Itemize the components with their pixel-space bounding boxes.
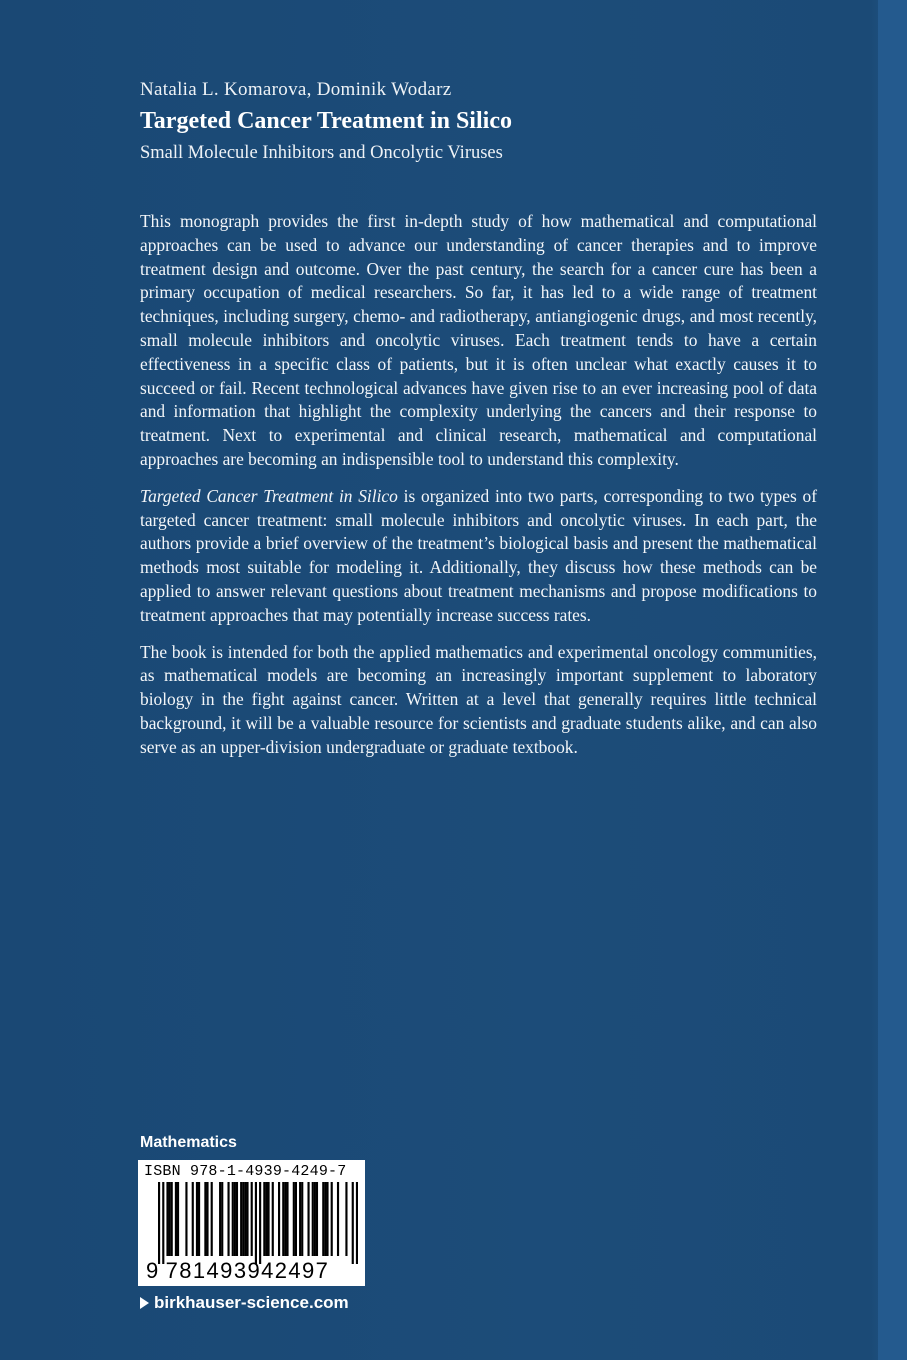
publisher-url[interactable]: birkhauser-science.com	[154, 1293, 349, 1312]
barcode-bar	[352, 1182, 354, 1264]
barcode-bar	[219, 1182, 221, 1256]
book-title: Targeted Cancer Treatment in Silico	[140, 108, 512, 134]
blurb-text	[140, 210, 817, 773]
barcode-bar	[259, 1182, 261, 1264]
ean-remaining-digits: 781493942497	[165, 1258, 330, 1283]
barcode-bar	[246, 1182, 248, 1256]
barcode-bar	[255, 1182, 257, 1264]
barcode-bar	[234, 1182, 236, 1256]
barcode-bar	[206, 1182, 208, 1256]
barcode-bar	[282, 1182, 284, 1256]
barcode-bar	[158, 1182, 160, 1264]
barcode-bar	[204, 1182, 206, 1256]
barcode-bar	[175, 1182, 177, 1256]
ean-digits	[146, 1258, 329, 1284]
barcode-bar	[221, 1182, 223, 1256]
barcode-bar	[312, 1182, 314, 1256]
barcode-bar	[331, 1182, 333, 1256]
isbn-label: ISBN 978-1-4939-4249-7	[144, 1163, 347, 1180]
barcode-bar	[324, 1182, 326, 1256]
triangle-right-icon	[140, 1297, 149, 1309]
barcode-bar	[278, 1182, 280, 1256]
barcode-bar	[169, 1182, 171, 1256]
subject-category: Mathematics	[140, 1134, 237, 1151]
authors: Natalia L. Komarova, Dominik Wodarz	[140, 79, 452, 100]
barcode-bars	[158, 1182, 358, 1264]
blurb-book-title: Targeted Cancer Treatment in Silico	[140, 485, 398, 506]
barcode-bar	[322, 1182, 324, 1256]
blurb-paragraph-1: This monograph provides the first in-depth study of how mathematical and computational approaches can be used to advance our understanding of cancer therapies and to improve treatment design and outcome. Over the past century, the search for a cancer cure has been a primary occupation of medical researchers. So far, it has led to a wide range of treatment techniques, including surgery, chemo- and radiotherapy, antiangiogenic drugs, and most recently, small molecule inhibitors and oncolytic viruses. Each treatment tends to have a certain effectiveness in a specific class of patients, but it is often unclear what exactly causes it to succeed or fail. Recent technological advances have given rise to an ever increasing pool of data and information that highlight the complexity underlying the cancers and their response to treatment. Next to experimental and clinical research, mathematical and computational approaches are becoming an indispensible tool to understand this complexity.	[140, 211, 817, 469]
publisher-url-row[interactable]	[140, 1293, 349, 1313]
barcode-bar	[166, 1182, 168, 1256]
barcode-bar	[177, 1182, 179, 1256]
barcode-bar	[316, 1182, 318, 1256]
barcode-bar	[198, 1182, 200, 1256]
barcode-bar	[171, 1182, 173, 1256]
cover-edge-strip	[878, 0, 907, 1360]
barcode-bar	[301, 1182, 303, 1256]
barcode-bar	[265, 1182, 267, 1256]
barcode-bar	[286, 1182, 288, 1256]
barcode-bar	[251, 1182, 253, 1256]
barcode-bar	[192, 1182, 194, 1256]
barcode-bar	[284, 1182, 286, 1256]
blurb-paragraph-2	[140, 485, 817, 628]
barcode-bar	[293, 1182, 295, 1256]
barcode-bar	[337, 1182, 339, 1256]
barcode-bar	[314, 1182, 316, 1256]
barcode-bar	[356, 1182, 358, 1264]
barcode-bar	[272, 1182, 274, 1256]
blurb-paragraph-3: The book is intended for both the applied mathematics and experimental oncology communities, as mathematical models are becoming an increasingly important supplement to laboratory biology in the fight against cancer. Written at a level that generally requires little technical background, it will be a valuable resource for scientists and graduate students alike, and can also serve as an upper-division undergraduate or graduate textbook.	[140, 641, 817, 757]
barcode-bar	[326, 1182, 328, 1256]
barcode-bar	[185, 1182, 187, 1256]
barcode-bar	[244, 1182, 246, 1256]
barcode-bar	[345, 1182, 347, 1256]
barcode-bar	[162, 1182, 164, 1264]
blurb-paragraph-2-text: is organized into two parts, corresponding to two types of targeted cancer treatment: small molecule inhibitors and oncolytic viruses. In each part, the authors provide a brief overview of the treatment’s biological basis and present the mathematical methods most suitable for modeling it. Additionally, they discuss how these methods can be applied to answer relevant questions about treatment mechanisms and propose modifications to treatment approaches that may potentially increase success rates.	[140, 485, 817, 625]
barcode-bar	[267, 1182, 269, 1256]
book-subtitle: Small Molecule Inhibitors and Oncolytic Viruses	[140, 143, 503, 163]
barcode-bar	[263, 1182, 265, 1256]
barcode-bar	[307, 1182, 309, 1256]
barcode-bar	[236, 1182, 238, 1256]
isbn-barcode	[138, 1160, 365, 1286]
barcode-bar	[242, 1182, 244, 1256]
barcode-bar	[227, 1182, 229, 1256]
barcode-bar	[196, 1182, 198, 1256]
barcode-bar	[240, 1182, 242, 1256]
barcode-bar	[295, 1182, 297, 1256]
barcode-bar	[299, 1182, 301, 1256]
barcode-bar	[211, 1182, 213, 1256]
barcode-bar	[232, 1182, 234, 1256]
ean-first-digit: 9	[146, 1258, 160, 1283]
